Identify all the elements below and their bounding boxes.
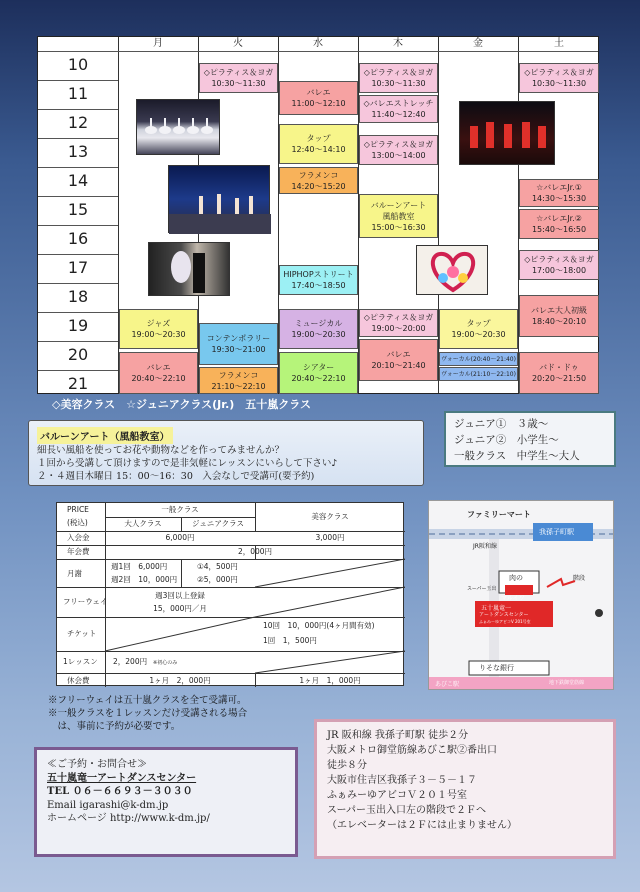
- class-block: フラメンコ 14:20～15:20: [279, 167, 358, 194]
- balloon-title: バルーンアート（風船教室）: [37, 427, 173, 444]
- class-block: ◇ピラティス＆ヨガ 19:00～20:00: [359, 309, 438, 337]
- stage-photo: [168, 165, 270, 233]
- map-station: 我孫子町駅: [539, 528, 574, 536]
- price-value: ①4，500円: [197, 562, 238, 571]
- balloon-photo: [416, 245, 488, 295]
- class-block: バレエ大人初級 18:40～20:10: [519, 295, 599, 337]
- class-block: ◇ピラティス＆ヨガ 17:00～18:00: [519, 250, 599, 280]
- class-block: バレエ 20:10～21:40: [359, 339, 438, 381]
- map-center-addr: ふぁみーゆアビコV 201号室: [479, 619, 531, 624]
- day-mon: 月: [153, 38, 163, 49]
- price-table: [56, 502, 404, 686]
- price-value: 週2回 10，000円: [111, 575, 178, 584]
- price-value: 6,000円: [165, 533, 195, 542]
- price-value: 15，000円／月: [153, 604, 207, 613]
- age-line: ジュニア② 小学生～: [454, 434, 559, 446]
- class-block: ☆バレエJr.② 15:40～16:50: [519, 209, 599, 239]
- price-corner-tax: (税込): [67, 518, 88, 527]
- hour-label: 17: [67, 258, 89, 277]
- access-line: JR 阪和線 我孫子町駅 徒歩２分: [327, 730, 469, 741]
- hour-label: 11: [67, 84, 89, 103]
- note-line: ※フリーウェイは五十嵐クラスを全て受講可。: [48, 695, 247, 706]
- balloon-line: １回から受講して頂けますので是非気軽にレッスンにいらして下さい♪: [37, 458, 338, 469]
- hour-label: 13: [67, 142, 89, 161]
- price-value: 2，200円: [113, 657, 148, 666]
- class-legend: ◇美容クラス ☆ジュニアクラス(Jr.) 五十嵐クラス: [52, 398, 311, 411]
- row-label: 休会費: [67, 676, 90, 685]
- dancers-photo: [148, 242, 230, 296]
- map-bank: りそな銀行: [479, 664, 514, 672]
- class-block: ◇ピラティス＆ヨガ 10:30～11:30: [519, 63, 599, 93]
- class-block: ヴォーカル(21:10～22:10): [439, 367, 518, 381]
- day-sat: 土: [554, 38, 564, 49]
- balloon-art-info: [28, 420, 424, 486]
- header-adult: 大人クラス: [124, 519, 162, 528]
- map-maruiwa: マルイワ: [501, 595, 525, 602]
- price-value: ②5，000円: [197, 575, 238, 584]
- age-line: 一般クラス 中学生～大人: [454, 450, 580, 462]
- timetable: [37, 36, 599, 394]
- map-abiko: あびこ駅: [435, 681, 460, 688]
- row-label: 月謝: [67, 569, 82, 578]
- price-value: 3,000円: [315, 533, 345, 542]
- price-value: 週3回以上登録: [155, 591, 205, 600]
- map-center-name: 五十嵐竜一: [481, 605, 512, 612]
- map-subway: 地下鉄御堂筋線: [549, 680, 585, 686]
- map-familymart: ファミリーマート: [467, 510, 531, 519]
- price-value: 1ヶ月 1，000円: [299, 676, 361, 685]
- performance-photo: [459, 101, 555, 165]
- hour-label: 18: [67, 287, 89, 306]
- age-classes: [444, 411, 616, 467]
- age-line: ジュニア① ３歳～: [454, 418, 549, 430]
- row-label: 1レッスン: [63, 657, 98, 666]
- access-map: [428, 500, 614, 690]
- day-fri: 金: [473, 38, 483, 49]
- price-value: 2，000円: [237, 547, 273, 556]
- map-super: スーパー玉出: [467, 586, 497, 592]
- access-line: 大阪市住吉区我孫子３－５－１７: [327, 775, 477, 786]
- contact-box: [34, 747, 298, 857]
- class-block: ◇バレエストレッチ 11:40～12:40: [359, 95, 438, 123]
- balloon-line: ２・４週目木曜日 15：00～16：30 入会なしで受講可(要予約): [37, 471, 315, 482]
- row-label: 入会金: [67, 533, 90, 542]
- access-line: 大阪メトロ御堂筋線あびこ駅②番出口: [327, 745, 497, 756]
- map-center-sub: アートダンスセンター: [479, 612, 529, 618]
- class-block: バルーンアート 風船教室 15:00～16:30: [359, 194, 438, 238]
- ballet-photo: [136, 99, 220, 155]
- map-meat: 肉の: [509, 574, 523, 582]
- map-jr-line: JR阪和線: [473, 543, 497, 550]
- class-block: ☆バレエJr.① 14:30～15:30: [519, 179, 599, 207]
- price-value: 10回 10，000円(4ヶ月間有効): [263, 621, 375, 630]
- class-block: コンテンポラリー 19:30～21:00: [199, 323, 278, 365]
- hour-label: 10: [67, 55, 89, 74]
- balloon-line: 細長い風船を使ってお花や動物などを作ってみませんか？: [37, 445, 285, 456]
- day-wed: 水: [313, 38, 323, 49]
- access-line: スーパー玉出入口左の階段で２Ｆへ: [327, 805, 486, 816]
- class-block: タップ 19:00～20:30: [439, 309, 518, 349]
- hour-label: 14: [67, 171, 89, 190]
- row-label: フリーウェイ: [63, 597, 108, 606]
- contact-web[interactable]: ホームページ http://www.k-dm.jp/: [47, 813, 210, 824]
- day-thu: 木: [393, 38, 403, 49]
- class-block: フラメンコ 21:10～22:10: [199, 367, 278, 394]
- class-block: シアター 20:40～22:10: [279, 352, 358, 394]
- contact-name: 五十嵐竜一アートダンスセンター: [47, 772, 197, 784]
- hour-label: 12: [67, 113, 89, 132]
- class-block: バレエ 11:00～12:10: [279, 81, 358, 115]
- class-block: バド・ドゥ 20:20～21:50: [519, 352, 599, 394]
- note-line: ※一般クラスを１レッスンだけ受講される場合: [48, 708, 248, 719]
- access-info: [314, 719, 616, 859]
- row-label: 年会費: [67, 547, 90, 556]
- access-line: 徒歩８分: [327, 760, 367, 771]
- price-value: 週1回 6,000円: [111, 562, 168, 571]
- contact-email[interactable]: Email igarashi@k-dm.jp: [47, 799, 169, 811]
- row-label: チケット: [67, 629, 97, 638]
- class-block: HIPHOPストリート 17:40～18:50: [279, 265, 358, 295]
- map-stairs: 階段: [573, 575, 586, 582]
- price-note: ※初心のみ: [153, 660, 178, 666]
- hour-label: 15: [67, 200, 89, 219]
- class-block: ヴォーカル(20:40～21:40): [439, 352, 518, 366]
- contact-heading: ≪ご予約・お問合せ≫: [47, 759, 147, 770]
- class-block: ◇ピラティス＆ヨガ 10:30～11:30: [359, 63, 438, 93]
- class-block: タップ 12:40～14:10: [279, 124, 358, 164]
- class-block: バレエ 20:40～22:10: [119, 352, 198, 394]
- access-line: ふぁみーゆアビコＶ２０１号室: [327, 790, 467, 801]
- class-block: ジャズ 19:00～20:30: [119, 309, 198, 349]
- class-block: ◇ピラティス＆ヨガ 10:30～11:30: [199, 63, 278, 93]
- header-junior: ジュニアクラス: [192, 519, 244, 528]
- class-block: ◇ピラティス＆ヨガ 13:00～14:00: [359, 135, 438, 165]
- contact-tel[interactable]: TEL ０６－６６９３－３０３０: [47, 786, 193, 797]
- price-corner: PRICE: [67, 505, 89, 514]
- note-line: は、事前に予約が必要です。: [48, 721, 181, 732]
- hour-label: 20: [67, 345, 89, 364]
- header-general: 一般クラス: [161, 505, 199, 514]
- header-beauty: 美容クラス: [311, 512, 349, 521]
- hour-label: 16: [67, 229, 89, 248]
- hour-label: 21: [67, 374, 89, 393]
- day-tue: 火: [233, 38, 243, 49]
- price-value: 1ヶ月 2，000円: [149, 676, 211, 685]
- hour-label: 19: [67, 316, 89, 335]
- access-line: （エレベーターは２Ｆには止まりません）: [327, 820, 517, 831]
- class-block: ミュージカル 19:00～20:30: [279, 309, 358, 349]
- notes: [48, 694, 247, 733]
- price-value: 1回 1，500円: [263, 636, 317, 645]
